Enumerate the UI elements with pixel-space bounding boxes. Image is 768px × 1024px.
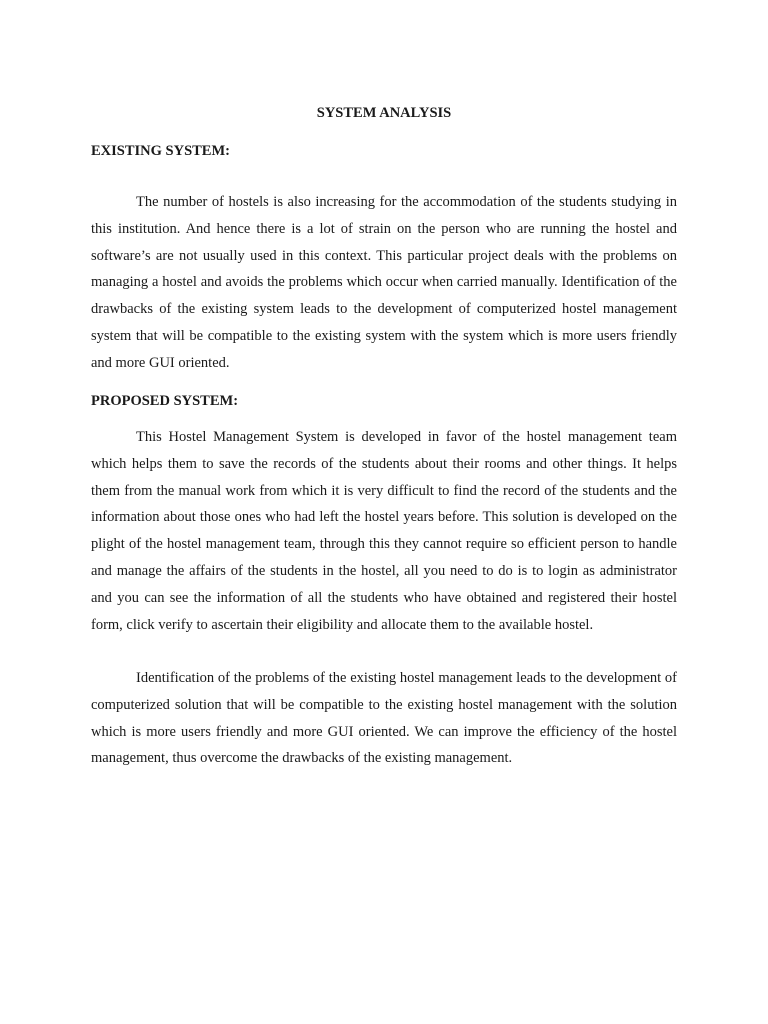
document-title: SYSTEM ANALYSIS bbox=[316, 105, 452, 121]
document-page bbox=[91, 0, 677, 1024]
proposed-system-paragraph-2: Identification of the problems of the existing hostel management leads to the development of computerized solution that will be compatible to the existing hostel management with the solution which is more users friendly and more GUI oriented. We can improve the efficiency of the hostel management, thus overcome the drawbacks of the existing management. bbox=[91, 670, 677, 767]
existing-system-heading: EXISTING SYSTEM: bbox=[91, 143, 230, 159]
proposed-system-paragraph-1: This Hostel Management System is developed in favor of the hostel management team which helps them to save the records of the students about their rooms and other things. It helps them from the manual work from which it is very difficult to find the record of the students and the information about those ones who had left the hostel years before. This solution is developed on the plight of the hostel management team, through this they cannot require so efficient person to handle and manage the affairs of the students in the hostel, all you need to do is to login as administrator and you can see the information of all the students who have obtained and registered their hostel form, click verify to ascertain their eligibility and allocate them to the available hostel. bbox=[91, 429, 677, 633]
proposed-system-heading: PROPOSED SYSTEM: bbox=[91, 393, 239, 409]
existing-system-paragraph: The number of hostels is also increasing for the accommodation of the students studying in this institution. And hence there is a lot of strain on the person who are running the hostel and software’s are not usually used in this context. This particular project deals with the problems on managing a hostel and avoids the problems which occur when carried manually. Identification of the drawbacks of the existing system leads to the development of computerized hostel management system that will be compatible to the existing system with the system which is more users friendly and more GUI oriented. bbox=[91, 194, 677, 371]
